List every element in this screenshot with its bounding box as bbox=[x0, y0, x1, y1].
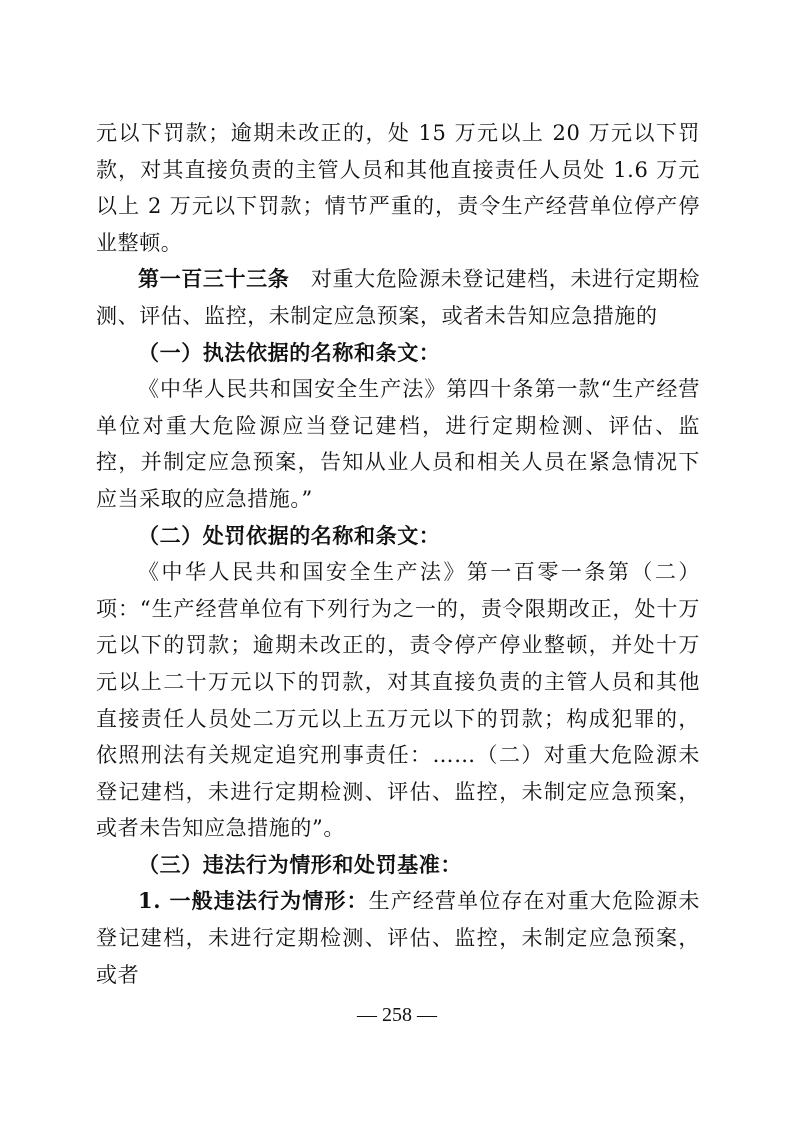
item-general-violation bbox=[96, 883, 700, 993]
heading-penalty-standard: （三）违法行为情形和处罚基准： bbox=[138, 851, 462, 877]
item-text: 生产经营单位存在对重大危险源未登记建档，未进行定期检测、评估、监控，未制定应急预案，或者 bbox=[96, 889, 700, 987]
heading-penalty-basis: （二）处罚依据的名称和条文： bbox=[138, 522, 441, 548]
article-description: 对重大危险源未登记建档，未进行定期检测、评估、监控，未制定应急预案，或者未告知应急措施的 bbox=[96, 267, 700, 328]
article-number: 第一百三十三条 bbox=[138, 266, 290, 292]
article-133 bbox=[96, 261, 700, 334]
item-label: 1. 一般违法行为情形： bbox=[138, 888, 369, 914]
paragraph-penalty-basis: 《中华人民共和国安全生产法》第一百零一条第（二）项：“生产经营单位有下列行为之一的，责令限期改正，处十万元以下的罚款；逾期未改正的，责令停产停业整顿，并处十万元以上二十万元以下的罚款，对其直接负责的主管人员和其他直接责任人员处二万元以上五万元以下的罚款；构成犯罪的，依照刑法有关规定追究刑事责任：……（二）对重大危险源未登记建档，未进行定期检测、评估、监控，未制定应急预案，或者未告知应急措施的”。 bbox=[96, 560, 700, 841]
page-number: — 258 — bbox=[357, 1004, 437, 1026]
paragraph-enforcement-basis: 《中华人民共和国安全生产法》第四十条第一款“生产经营单位对重大危险源应当登记建档，进行定期检测、评估、监控，并制定应急预案，告知从业人员和相关人员在紧急情况下应当采取的应急措施。” bbox=[96, 377, 700, 511]
document-body bbox=[96, 115, 700, 993]
heading-enforcement-basis: （一）执法依据的名称和条文： bbox=[138, 339, 441, 365]
paragraph-penalty-continuation: 元以下罚款；逾期未改正的，处 15 万元以上 20 万元以下罚款，对其直接负责的主管人员和其他直接责任人员处 1.6 万元以上 2 万元以下罚款；情节严重的，责令生产经营单位停产停业整顿。 bbox=[96, 121, 700, 255]
